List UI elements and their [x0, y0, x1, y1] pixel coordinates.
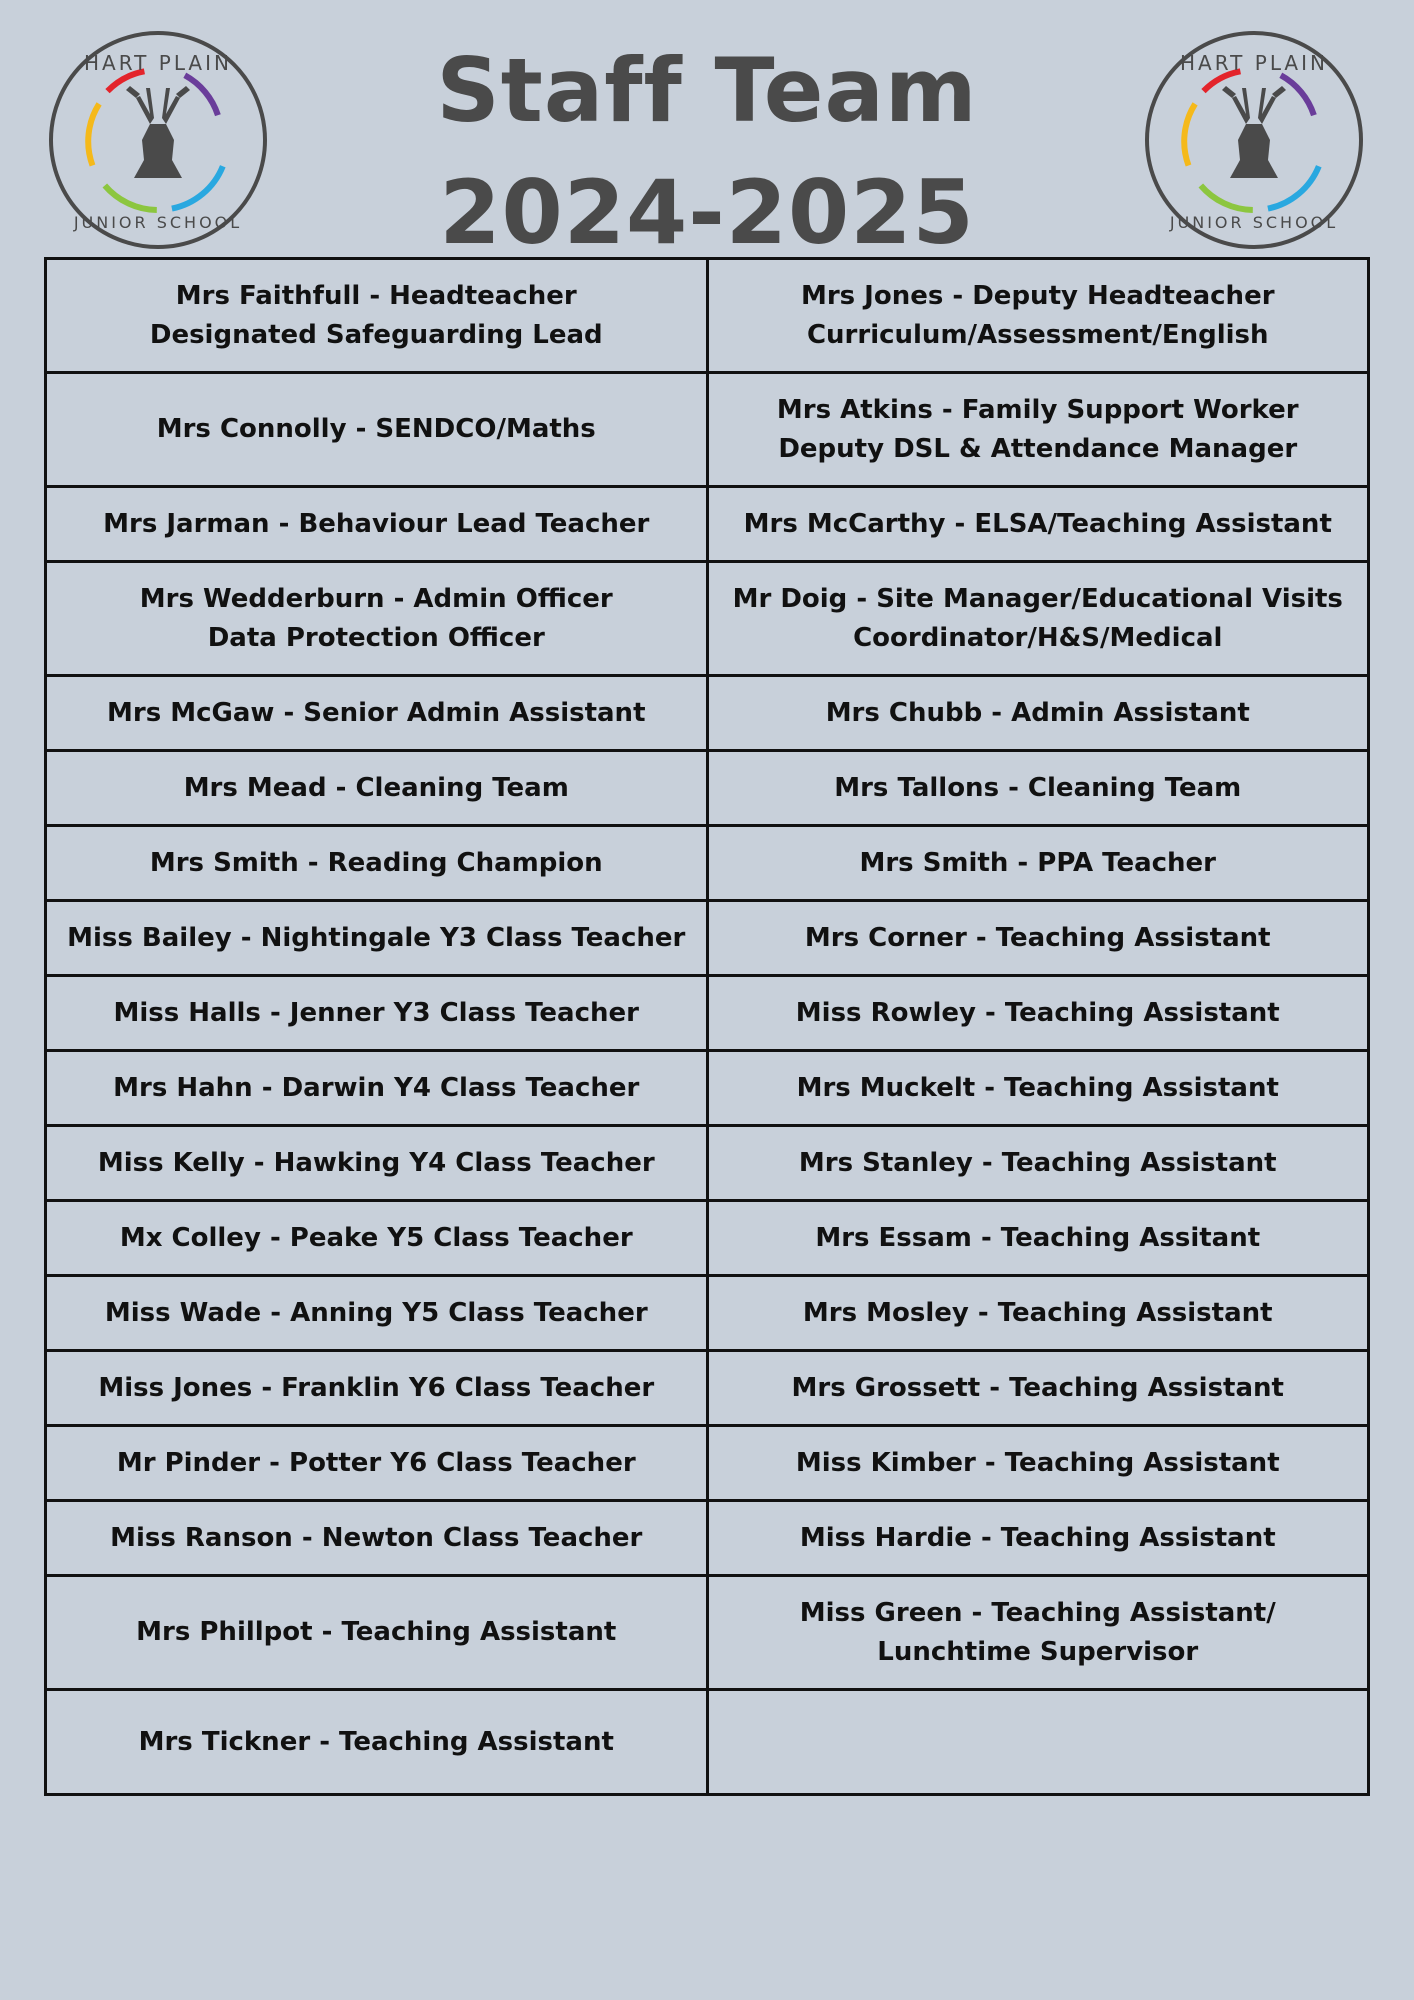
table-row — [46, 1051, 1369, 1126]
staff-cell-right: Mrs Mosley - Teaching Assistant — [707, 1276, 1369, 1351]
staff-table — [44, 257, 1370, 1796]
staff-cell-right: Mrs Atkins - Family Support Worker Deputy DSL & Attendance Manager — [707, 373, 1369, 487]
staff-cell-left: Mrs Tickner - Teaching Assistant — [46, 1690, 708, 1795]
logo-bottom-text: JUNIOR SCHOOL — [73, 213, 243, 232]
staff-cell-right: Mr Doig - Site Manager/Educational Visits Coordinator/H&S/Medical — [707, 562, 1369, 676]
page-title — [0, 30, 1414, 274]
staff-cell-left: Mrs McGaw - Senior Admin Assistant — [46, 676, 708, 751]
table-row — [46, 373, 1369, 487]
table-row — [46, 976, 1369, 1051]
staff-cell-right — [707, 1690, 1369, 1795]
staff-cell-left: Miss Bailey - Nightingale Y3 Class Teacher — [46, 901, 708, 976]
logo-bottom-text: JUNIOR SCHOOL — [1169, 213, 1339, 232]
table-row — [46, 1351, 1369, 1426]
staff-cell-right: Mrs Jones - Deputy Headteacher Curriculum/Assessment/English — [707, 259, 1369, 373]
staff-cell-left: Mr Pinder - Potter Y6 Class Teacher — [46, 1426, 708, 1501]
logo-top-text: HART PLAIN — [1180, 51, 1328, 75]
staff-cell-left: Mrs Connolly - SENDCO/Maths — [46, 373, 708, 487]
staff-cell-right: Miss Kimber - Teaching Assistant — [707, 1426, 1369, 1501]
table-row — [46, 259, 1369, 373]
staff-cell-right: Mrs Essam - Teaching Assitant — [707, 1201, 1369, 1276]
staff-cell-left: Miss Kelly - Hawking Y4 Class Teacher — [46, 1126, 708, 1201]
staff-cell-left: Mrs Wedderburn - Admin Officer Data Protection Officer — [46, 562, 708, 676]
table-row — [46, 826, 1369, 901]
table-row — [46, 1576, 1369, 1690]
staff-cell-right: Mrs Muckelt - Teaching Assistant — [707, 1051, 1369, 1126]
staff-cell-left: Miss Ranson - Newton Class Teacher — [46, 1501, 708, 1576]
staff-cell-right: Mrs Tallons - Cleaning Team — [707, 751, 1369, 826]
table-row — [46, 1276, 1369, 1351]
table-row — [46, 676, 1369, 751]
staff-cell-right: Mrs Grossett - Teaching Assistant — [707, 1351, 1369, 1426]
staff-cell-left: Miss Jones - Franklin Y6 Class Teacher — [46, 1351, 708, 1426]
staff-cell-right: Mrs Corner - Teaching Assistant — [707, 901, 1369, 976]
staff-cell-right: Mrs Smith - PPA Teacher — [707, 826, 1369, 901]
logo-top-text: HART PLAIN — [84, 51, 232, 75]
table-row — [46, 1426, 1369, 1501]
staff-cell-left: Mx Colley - Peake Y5 Class Teacher — [46, 1201, 708, 1276]
table-row — [46, 751, 1369, 826]
title-line-1: Staff Team — [436, 39, 978, 142]
staff-cell-left: Mrs Hahn - Darwin Y4 Class Teacher — [46, 1051, 708, 1126]
staff-cell-left: Mrs Smith - Reading Champion — [46, 826, 708, 901]
table-row — [46, 487, 1369, 562]
table-row — [46, 1126, 1369, 1201]
staff-cell-left: Mrs Phillpot - Teaching Assistant — [46, 1576, 708, 1690]
staff-cell-right: Mrs Stanley - Teaching Assistant — [707, 1126, 1369, 1201]
staff-cell-right: Miss Hardie - Teaching Assistant — [707, 1501, 1369, 1576]
staff-cell-right: Mrs McCarthy - ELSA/Teaching Assistant — [707, 487, 1369, 562]
staff-cell-left: Miss Wade - Anning Y5 Class Teacher — [46, 1276, 708, 1351]
staff-cell-right: Miss Rowley - Teaching Assistant — [707, 976, 1369, 1051]
staff-cell-left: Mrs Mead - Cleaning Team — [46, 751, 708, 826]
table-row — [46, 901, 1369, 976]
table-row — [46, 1690, 1369, 1795]
table-row — [46, 1201, 1369, 1276]
staff-cell-left: Miss Halls - Jenner Y3 Class Teacher — [46, 976, 708, 1051]
table-row — [46, 1501, 1369, 1576]
staff-cell-right: Mrs Chubb - Admin Assistant — [707, 676, 1369, 751]
table-row — [46, 562, 1369, 676]
title-line-2: 2024-2025 — [439, 161, 975, 264]
staff-cell-right: Miss Green - Teaching Assistant/ Lunchtime Supervisor — [707, 1576, 1369, 1690]
staff-cell-left: Mrs Jarman - Behaviour Lead Teacher — [46, 487, 708, 562]
staff-cell-left: Mrs Faithfull - Headteacher Designated Safeguarding Lead — [46, 259, 708, 373]
